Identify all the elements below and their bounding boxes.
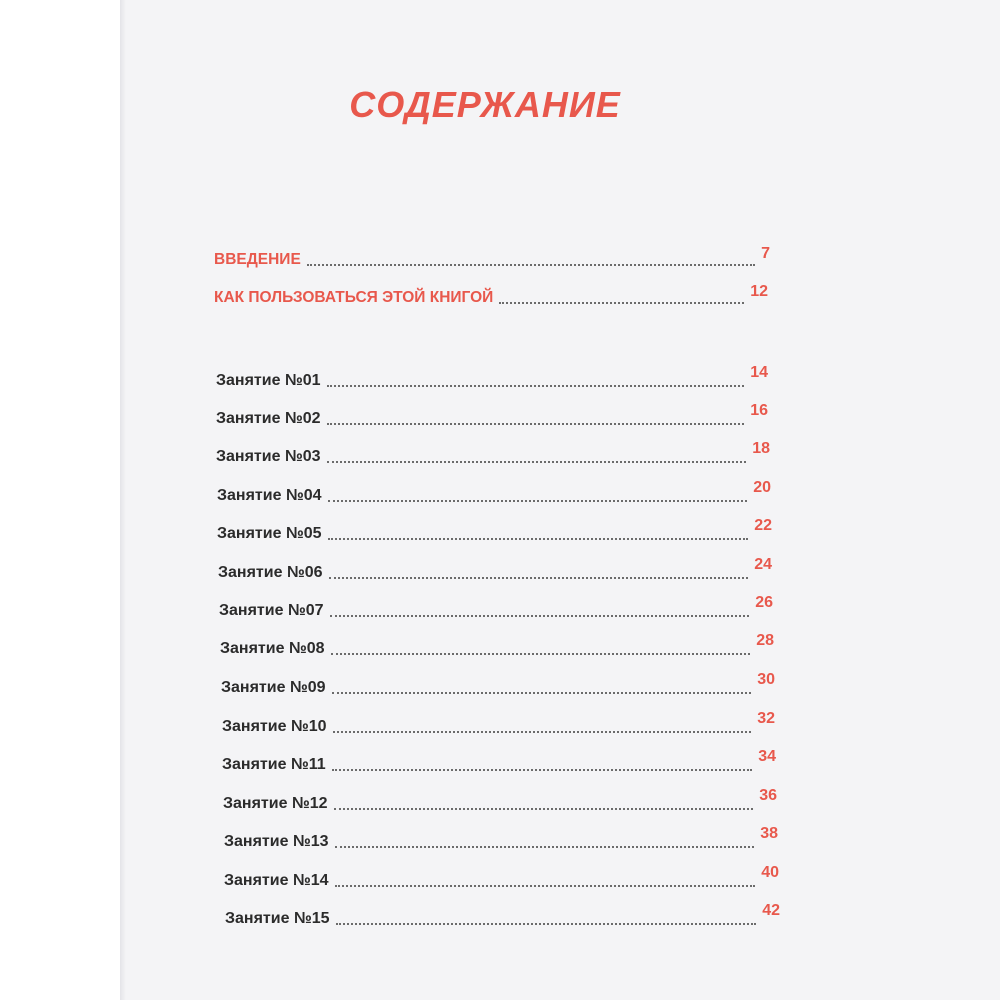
toc-entry-lesson-11 xyxy=(222,748,776,774)
toc-entry-label: Занятие №14 xyxy=(224,872,329,889)
toc-leader-dots xyxy=(336,923,757,925)
toc-entry-label: Занятие №11 xyxy=(222,756,326,773)
toc-entry-label: Занятие №09 xyxy=(221,679,326,696)
toc-leader-dots xyxy=(334,808,754,810)
toc-leader-dots xyxy=(499,302,744,304)
toc-leader-dots xyxy=(327,461,747,463)
toc-entry-page-number: 7 xyxy=(761,245,770,262)
toc-entry-lesson-01 xyxy=(216,364,768,390)
toc-entry-label: Занятие №04 xyxy=(217,487,322,504)
toc-entry-lesson-08 xyxy=(220,632,774,658)
toc-leader-dots xyxy=(335,885,756,887)
toc-entry-label: Занятие №10 xyxy=(222,718,327,735)
toc-leader-dots xyxy=(331,653,751,655)
toc-entry-lesson-04 xyxy=(217,479,771,505)
toc-entry-page-number: 20 xyxy=(753,479,771,496)
toc-entry-page-number: 40 xyxy=(761,864,779,881)
toc-entry-lesson-02 xyxy=(216,402,768,428)
page-edge-shadow xyxy=(120,0,126,1000)
toc-entry-page-number: 34 xyxy=(758,748,776,765)
toc-leader-dots xyxy=(330,615,750,617)
toc-leader-dots xyxy=(327,423,745,425)
toc-entry-page-number: 28 xyxy=(756,632,774,649)
toc-leader-dots xyxy=(332,692,752,694)
toc-entry-lesson-06 xyxy=(218,556,772,582)
toc-entry-lesson-15 xyxy=(225,902,780,928)
toc-entry-page-number: 36 xyxy=(759,787,777,804)
toc-entry-lesson-09 xyxy=(221,671,775,697)
toc-entry-lesson-13 xyxy=(224,825,778,851)
toc-entry-label: Занятие №08 xyxy=(220,640,325,657)
toc-entry-lesson-07 xyxy=(219,594,773,620)
toc-entry-lesson-12 xyxy=(223,787,777,813)
toc-entry-page-number: 26 xyxy=(755,594,773,611)
toc-entry-lesson-10 xyxy=(222,710,775,736)
toc-leader-dots xyxy=(333,731,752,733)
toc-entry-lesson-14 xyxy=(224,864,779,890)
page-title: СОДЕРЖАНИЕ xyxy=(349,84,621,125)
toc-entry-label: ВВЕДЕНИЕ xyxy=(214,251,301,268)
toc-leader-dots xyxy=(328,538,749,540)
toc-leader-dots xyxy=(335,846,755,848)
toc-entry-page-number: 22 xyxy=(754,517,772,534)
toc-leader-dots xyxy=(327,385,745,387)
toc-leader-dots xyxy=(307,264,755,266)
toc-entry-page-number: 16 xyxy=(750,402,768,419)
toc-leader-dots xyxy=(332,769,753,771)
toc-entry-label: КАК ПОЛЬЗОВАТЬСЯ ЭТОЙ КНИГОЙ xyxy=(214,289,494,306)
toc-entry-label: Занятие №01 xyxy=(216,372,321,389)
toc-entry-how-to-use xyxy=(214,281,768,307)
toc-entry-label: Занятие №13 xyxy=(224,833,329,850)
toc-entry-page-number: 38 xyxy=(760,825,778,842)
toc-entry-page-number: 12 xyxy=(750,283,768,300)
toc-entry-introduction xyxy=(214,243,770,269)
toc-entry-label: Занятие №06 xyxy=(218,564,323,581)
toc-leader-dots xyxy=(329,577,749,579)
toc-entry-label: Занятие №02 xyxy=(216,410,321,427)
toc-entry-label: Занятие №12 xyxy=(223,795,328,812)
toc-entry-page-number: 24 xyxy=(754,556,772,573)
toc-entry-label: Занятие №03 xyxy=(216,448,321,465)
toc-entry-lesson-03 xyxy=(216,440,770,466)
toc-entry-lesson-05 xyxy=(217,517,772,543)
toc-leader-dots xyxy=(328,500,748,502)
toc-entry-label: Занятие №07 xyxy=(219,602,324,619)
toc-entry-page-number: 30 xyxy=(757,671,775,688)
toc-entry-page-number: 42 xyxy=(762,902,780,919)
toc-entry-page-number: 18 xyxy=(752,440,770,457)
toc-entry-page-number: 32 xyxy=(757,710,775,727)
toc-entry-label: Занятие №05 xyxy=(217,525,322,542)
toc-entry-label: Занятие №15 xyxy=(225,910,330,927)
toc-entry-page-number: 14 xyxy=(750,364,768,381)
